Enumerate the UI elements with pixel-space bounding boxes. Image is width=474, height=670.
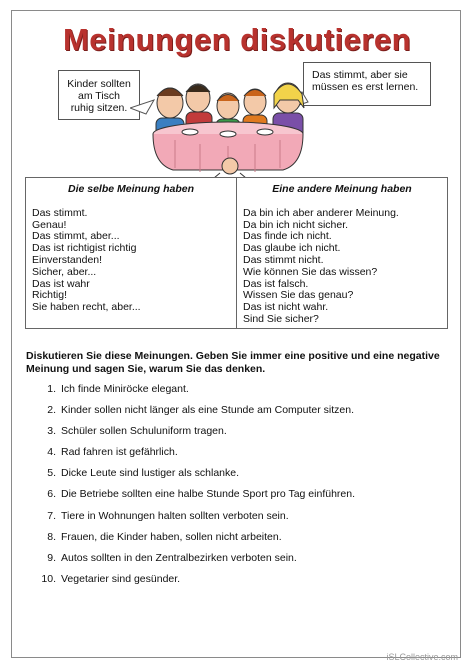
different-opinion-phrase: Das ist nicht wahr. bbox=[243, 301, 329, 314]
item-number: 10. bbox=[41, 572, 56, 585]
list-item bbox=[40, 573, 450, 594]
same-opinion-phrase: Einverstanden! bbox=[32, 253, 103, 266]
same-opinion-phrase: Das stimmt, aber... bbox=[32, 230, 120, 243]
same-opinion-heading: Die selbe Meinung haben bbox=[67, 183, 195, 195]
item-text: Vegetarier sind gesünder. bbox=[61, 572, 181, 585]
different-opinion-column bbox=[236, 178, 447, 328]
speech-bubble-left: Kinder sollten am Tisch ruhig sitzen. bbox=[58, 70, 140, 120]
list-item bbox=[40, 383, 450, 404]
item-number: 8. bbox=[47, 530, 56, 543]
different-opinion-phrase: Da bin ich aber anderer Meinung. bbox=[243, 206, 399, 219]
list-item bbox=[40, 552, 450, 573]
item-text: Rad fahren ist gefährlich. bbox=[61, 446, 178, 459]
different-opinion-phrase: Das finde ich nicht. bbox=[243, 230, 332, 243]
item-text: Autos sollten in den Zentralbezirken verboten sein. bbox=[61, 551, 297, 564]
item-text: Dicke Leute sind lustiger als schlanke. bbox=[61, 467, 240, 480]
item-number: 4. bbox=[47, 446, 56, 459]
task-instructions: Diskutieren Sie diese Meinungen. Geben Sie immer eine positive und eine negative Meinung und sagen Sie, warum Sie das denken. bbox=[26, 350, 440, 375]
item-text: Die Betriebe sollten eine halbe Stunde Sport pro Tag einführen. bbox=[61, 488, 356, 501]
same-opinion-phrase: Genau! bbox=[32, 218, 67, 231]
list-item bbox=[40, 404, 450, 425]
same-opinion-phrase: Das stimmt. bbox=[32, 206, 88, 219]
different-opinion-phrase: Sind Sie sicher? bbox=[243, 312, 319, 325]
same-opinion-column bbox=[26, 178, 236, 328]
item-text: Frauen, die Kinder haben, sollen nicht arbeiten. bbox=[61, 530, 282, 543]
item-text: Ich finde Miniröcke elegant. bbox=[61, 383, 189, 395]
item-number: 5. bbox=[47, 467, 56, 480]
different-opinion-phrase: Das stimmt nicht. bbox=[243, 253, 324, 266]
list-item bbox=[40, 467, 450, 488]
item-text: Tiere in Wohnungen halten sollten verboten sein. bbox=[61, 509, 289, 522]
item-text: Kinder sollen nicht länger als eine Stunde am Computer sitzen. bbox=[61, 404, 354, 417]
item-number: 7. bbox=[47, 509, 56, 522]
opinion-list bbox=[40, 383, 450, 594]
different-opinion-phrase: Das ist falsch. bbox=[243, 277, 309, 290]
list-item bbox=[40, 510, 450, 531]
item-number: 9. bbox=[47, 551, 56, 564]
speech-bubble-right: Das stimmt, aber sie müssen es erst lernen. bbox=[303, 62, 431, 106]
different-opinion-phrase: Wissen Sie das genau? bbox=[243, 289, 354, 302]
site-watermark: iSLCollective.com bbox=[386, 652, 458, 662]
phrase-table bbox=[25, 177, 448, 329]
item-number: 1. bbox=[47, 383, 56, 395]
page-title: Meinungen diskutieren bbox=[62, 22, 412, 57]
item-number: 2. bbox=[47, 404, 56, 417]
item-text: Schüler sollen Schuluniform tragen. bbox=[61, 425, 227, 438]
same-opinion-phrase: Sicher, aber... bbox=[32, 265, 97, 278]
bubble-tail-left bbox=[130, 100, 154, 114]
list-item bbox=[40, 488, 450, 509]
list-item bbox=[40, 425, 450, 446]
item-number: 6. bbox=[47, 488, 56, 501]
different-opinion-heading: Eine andere Meinung haben bbox=[272, 183, 412, 195]
list-item bbox=[40, 531, 450, 552]
item-number: 3. bbox=[47, 425, 56, 438]
same-opinion-phrase: Das ist richtigist richtig bbox=[32, 242, 137, 255]
family-dinner-illustration bbox=[130, 68, 320, 178]
list-item bbox=[40, 446, 450, 467]
different-opinion-phrase: Wie können Sie das wissen? bbox=[243, 265, 378, 278]
same-opinion-phrase: Das ist wahr bbox=[32, 277, 90, 290]
same-opinion-phrase: Sie haben recht, aber... bbox=[32, 301, 141, 314]
different-opinion-phrase: Da bin ich nicht sicher. bbox=[243, 218, 349, 231]
different-opinion-phrase: Das glaube ich nicht. bbox=[243, 242, 341, 255]
same-opinion-phrase: Richtig! bbox=[32, 289, 68, 302]
